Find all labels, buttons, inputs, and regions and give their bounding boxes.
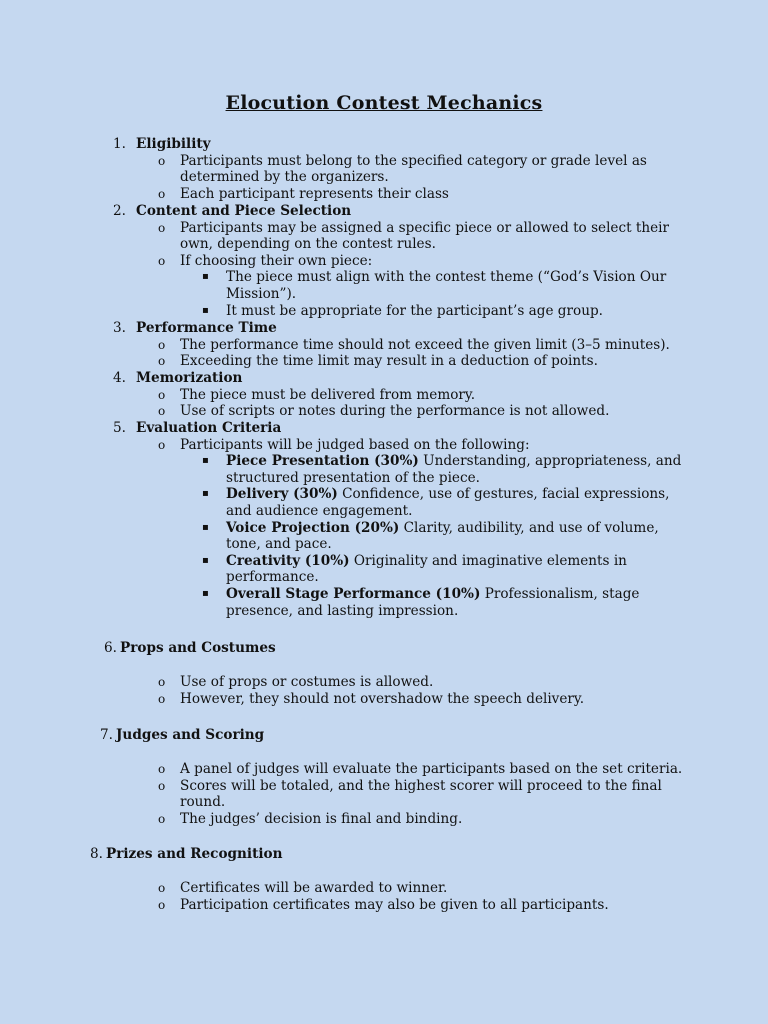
list-item-text: Participants may be assigned a specific piece or allowed to select their	[180, 219, 669, 236]
list-item-text: Each participant represents their class	[180, 185, 449, 202]
list-item-text: The piece must be delivered from memory.	[180, 386, 476, 403]
criterion-label: Overall Stage Performance (10%)	[226, 586, 481, 602]
list-item-text: Participants will be judged based on the following:	[180, 436, 530, 453]
list-item-text: round.	[180, 794, 226, 811]
bullet-square-marker: ▪	[202, 455, 209, 467]
criterion-line	[226, 586, 639, 603]
list-item-text: Use of scripts or notes during the performance is not allowed.	[180, 403, 610, 420]
criterion-label: Piece Presentation (30%)	[226, 453, 419, 470]
list-item-text: Participants must belong to the specified category or grade level as	[180, 152, 647, 169]
bullet-o-marker: o	[158, 811, 166, 826]
bullet-square-marker: ▪	[202, 588, 209, 599]
section-number: 7.	[100, 727, 113, 743]
list-item-text: own, depending on the contest rules.	[180, 236, 436, 253]
bullet-o-marker: o	[158, 437, 166, 452]
bullet-o-marker: o	[158, 762, 166, 776]
criterion-continuation: presence, and lasting impression.	[226, 602, 459, 619]
sub-item-text: Mission”).	[226, 286, 297, 302]
section-number: 5.	[113, 420, 126, 436]
section-heading: Props and Costumes	[120, 640, 276, 656]
criterion-text: Professionalism, stage	[480, 586, 640, 602]
bullet-o-marker: o	[158, 881, 166, 895]
criterion-label: Voice Projection (20%)	[226, 519, 400, 536]
bullet-o-marker: o	[158, 337, 166, 352]
bullet-o-marker: o	[158, 387, 166, 402]
section-number: 4.	[113, 370, 126, 386]
list-item-text: determined by the organizers.	[180, 169, 389, 186]
section-heading: Evaluation Criteria	[136, 420, 282, 436]
bullet-o-marker: o	[158, 354, 166, 369]
bullet-square-marker: ▪	[202, 271, 209, 283]
criterion-text: Clarity, audibility, and use of volume,	[399, 519, 659, 536]
criterion-label: Delivery (30%)	[226, 486, 338, 503]
criterion-text: Confidence, use of gestures, facial expressions,	[337, 486, 670, 503]
list-item-text: Use of props or costumes is allowed.	[180, 674, 434, 690]
criterion-text: Originality and imaginative elements in	[349, 552, 627, 569]
section-heading: Content and Piece Selection	[136, 203, 352, 219]
bullet-o-marker: o	[158, 691, 166, 706]
sub-item-text: The piece must align with the contest theme (“God’s Vision Our	[226, 269, 667, 286]
criterion-line	[226, 453, 681, 470]
section-number: 1.	[113, 136, 126, 152]
document-title: Elocution Contest Mechanics	[225, 92, 543, 114]
list-item-text: Participation certificates may also be given to all participants.	[180, 896, 609, 913]
bullet-square-marker: ▪	[202, 304, 209, 316]
section-heading: Memorization	[136, 370, 243, 386]
bullet-o-marker: o	[158, 897, 166, 912]
criterion-line	[226, 520, 659, 537]
bullet-o-marker: o	[158, 153, 166, 168]
list-item-text: The judges’ decision is final and binding.	[180, 810, 463, 827]
list-item-text: A panel of judges will evaluate the participants based on the set criteria.	[180, 761, 683, 777]
bullet-o-marker: o	[158, 186, 166, 201]
criterion-continuation: tone, and pace.	[226, 536, 332, 553]
section-heading: Prizes and Recognition	[106, 846, 283, 862]
bullet-o-marker: o	[158, 404, 166, 419]
section-heading: Eligibility	[136, 136, 211, 152]
bullet-square-marker: ▪	[202, 554, 209, 566]
bullet-o-marker: o	[158, 778, 166, 793]
list-item-text: Exceeding the time limit may result in a deduction of points.	[180, 353, 598, 370]
bullet-o-marker: o	[158, 220, 166, 235]
section-heading: Judges and Scoring	[116, 727, 265, 743]
bullet-o-marker: o	[158, 675, 166, 689]
section-heading: Performance Time	[136, 320, 277, 336]
criterion-text: Understanding, appropriateness, and	[418, 453, 682, 470]
criterion-continuation: performance.	[226, 569, 319, 586]
list-item-text: However, they should not overshadow the speech delivery.	[180, 690, 585, 707]
list-item-text: If choosing their own piece:	[180, 252, 373, 269]
list-item-text: Certificates will be awarded to winner.	[180, 880, 448, 896]
criterion-continuation: and audience engagement.	[226, 503, 413, 519]
section-number: 2.	[113, 203, 126, 219]
sub-item-text: It must be appropriate for the participant’s age group.	[226, 302, 603, 319]
bullet-o-marker: o	[158, 253, 166, 268]
list-item-text: Scores will be totaled, and the highest scorer will proceed to the final	[180, 777, 662, 794]
section-number: 8.	[90, 846, 103, 862]
bullet-square-marker: ▪	[202, 488, 209, 500]
criterion-continuation: structured presentation of the piece.	[226, 469, 480, 486]
criterion-label: Creativity (10%)	[226, 552, 350, 569]
section-number: 6.	[104, 640, 117, 656]
criterion-line	[226, 486, 669, 503]
bullet-square-marker: ▪	[202, 521, 209, 533]
section-number: 3.	[113, 320, 126, 336]
list-item-text: The performance time should not exceed the given limit (3–5 minutes).	[180, 336, 670, 353]
criterion-line	[226, 553, 627, 570]
